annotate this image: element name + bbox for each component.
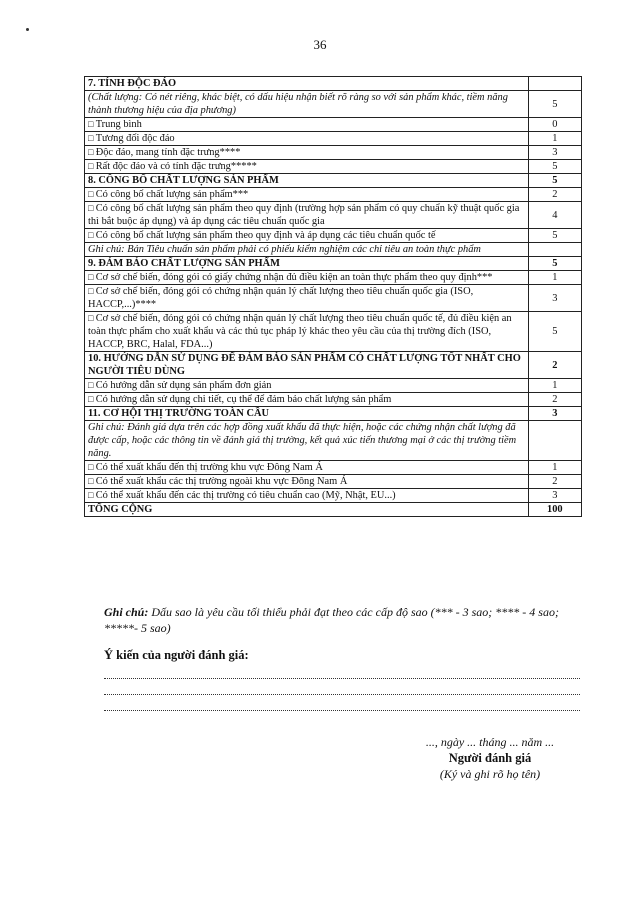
criterion-text: 10. HƯỚNG DẪN SỬ DỤNG ĐỂ ĐẢM BẢO SẢN PHẨM CÓ CHẤT LƯỢNG TỐT NHẤT CHO NGƯỜI TIÊU DÙNG — [85, 352, 529, 379]
score-cell: 2 — [528, 188, 581, 202]
section-header-row — [85, 352, 582, 379]
note-row — [85, 91, 582, 118]
criterion-text: TỔNG CỘNG — [85, 503, 529, 517]
evaluator-opinion-label: Ý kiến của người đánh giá: — [104, 648, 249, 662]
criterion-text: □ Có thể xuất khẩu các thị trường ngoài khu vực Đông Nam Á — [85, 475, 529, 489]
signature-note: (Ký và ghi rõ họ tên) — [439, 767, 541, 781]
score-cell: 1 — [528, 132, 581, 146]
opinion-line-1 — [104, 677, 580, 679]
option-row — [85, 202, 582, 229]
criterion-text: □ Rất độc đáo và có tính đặc trưng***** — [85, 160, 529, 174]
section-header-row — [85, 77, 582, 91]
note-row — [85, 243, 582, 257]
score-cell: 5 — [528, 160, 581, 174]
footnote-label: Ghi chú: — [104, 605, 149, 619]
criterion-text: □ Có thể xuất khẩu đến thị trường khu vực Đông Nam Á — [85, 461, 529, 475]
criterion-text: □ Có công bố chất lượng sản phẩm*** — [85, 188, 529, 202]
option-row — [85, 489, 582, 503]
section-header-row — [85, 257, 582, 271]
score-cell: 3 — [528, 146, 581, 160]
criterion-text: □ Có hướng dẫn sử dụng sản phẩm đơn giản — [85, 379, 529, 393]
total-row — [85, 503, 582, 517]
criterion-text: □ Trung bình — [85, 118, 529, 132]
option-row — [85, 146, 582, 160]
score-cell: 3 — [528, 407, 581, 421]
score-cell: 1 — [528, 271, 581, 285]
score-cell: 4 — [528, 202, 581, 229]
evaluation-table-body — [85, 77, 582, 517]
option-row — [85, 461, 582, 475]
criterion-text: □ Có thể xuất khẩu đến các thị trường có tiêu chuẩn cao (Mỹ, Nhật, EU...) — [85, 489, 529, 503]
score-cell — [528, 421, 581, 461]
option-row — [85, 312, 582, 352]
criterion-text: Ghi chú: Bản Tiêu chuẩn sản phẩm phải có phiếu kiểm nghiệm các chỉ tiêu an toàn thực phẩm — [85, 243, 529, 257]
footnote — [104, 604, 584, 636]
criterion-text: 9. ĐẢM BẢO CHẤT LƯỢNG SẢN PHẨM — [85, 257, 529, 271]
criterion-text: □ Cơ sở chế biến, đóng gói có giấy chứng nhận đủ điều kiện an toàn thực phẩm theo quy định*** — [85, 271, 529, 285]
page-number: 36 — [313, 37, 327, 52]
score-cell: 1 — [528, 461, 581, 475]
section-header-row — [85, 174, 582, 188]
option-row — [85, 132, 582, 146]
signature-date: ..., ngày ... tháng ... năm ... — [425, 735, 555, 749]
score-cell — [528, 77, 581, 91]
opinion-line-3 — [104, 709, 580, 711]
signature-title: Người đánh giá — [448, 751, 532, 765]
criterion-text: 11. CƠ HỘI THỊ TRƯỜNG TOÀN CẦU — [85, 407, 529, 421]
option-row — [85, 285, 582, 312]
score-cell: 2 — [528, 393, 581, 407]
option-row — [85, 475, 582, 489]
criterion-text: 8. CÔNG BỐ CHẤT LƯỢNG SẢN PHẨM — [85, 174, 529, 188]
note-row — [85, 421, 582, 461]
option-row — [85, 229, 582, 243]
criterion-text: □ Độc đáo, mang tính đặc trưng**** — [85, 146, 529, 160]
footnote-text: Dấu sao là yêu cầu tối thiểu phải đạt theo các cấp độ sao (*** - 3 sao; **** - 4 sao; *****- 5 sao) — [104, 605, 559, 636]
score-cell — [528, 243, 581, 257]
option-row — [85, 271, 582, 285]
section-header-row — [85, 407, 582, 421]
option-row — [85, 379, 582, 393]
score-cell: 5 — [528, 229, 581, 243]
opinion-line-2 — [104, 693, 580, 695]
score-cell: 1 — [528, 379, 581, 393]
score-cell: 2 — [528, 475, 581, 489]
criterion-text: □ Cơ sở chế biến, đóng gói có chứng nhận quản lý chất lượng theo tiêu chuẩn quốc gia (ISO, HACCP,...)**** — [85, 285, 529, 312]
criterion-text: 7. TÍNH ĐỘC ĐÁO — [85, 77, 529, 91]
criterion-text: □ Có công bố chất lượng sản phẩm theo quy định và áp dụng các tiêu chuẩn quốc tế — [85, 229, 529, 243]
scan-dot — [26, 28, 29, 31]
criterion-text: (Chất lượng: Có nét riêng, khác biệt, có dấu hiệu nhận biết rõ ràng so với sản phẩm khác, tiềm năng thành thương hiệu của địa phương) — [85, 91, 529, 118]
evaluation-table — [84, 76, 582, 517]
score-cell: 5 — [528, 91, 581, 118]
score-cell: 0 — [528, 118, 581, 132]
score-cell: 5 — [528, 257, 581, 271]
option-row — [85, 118, 582, 132]
option-row — [85, 393, 582, 407]
criterion-text: □ Có hướng dẫn sử dụng chi tiết, cụ thể để đảm bảo chất lượng sản phẩm — [85, 393, 529, 407]
score-cell: 100 — [528, 503, 581, 517]
criterion-text: □ Có công bố chất lượng sản phẩm theo quy định (trường hợp sản phẩm có quy chuẩn kỹ thuật quốc gia thì bắt buộc áp dụng) và áp dụng các tiêu chuẩn quốc gia — [85, 202, 529, 229]
option-row — [85, 160, 582, 174]
score-cell: 3 — [528, 489, 581, 503]
criterion-text: □ Tương đối độc đáo — [85, 132, 529, 146]
option-row — [85, 188, 582, 202]
score-cell: 5 — [528, 312, 581, 352]
criterion-text: □ Cơ sở chế biến, đóng gói có chứng nhận quản lý chất lượng theo tiêu chuẩn quốc tế, đủ điều kiện an toàn thực phẩm cho xuất khẩu và các thủ tục pháp lý khác theo yêu cầu của thị trường đích (ISO, HACCP, BRC, Halal, FDA...) — [85, 312, 529, 352]
score-cell: 2 — [528, 352, 581, 379]
criterion-text: Ghi chú: Đánh giá dựa trên các hợp đồng xuất khẩu đã thực hiện, hoặc các chứng nhận chất lượng đã được cấp, hoặc các thông tin về đánh giá thị trường, kết quả xúc tiến thương mại ở các thị trường tiềm năng. — [85, 421, 529, 461]
score-cell: 3 — [528, 285, 581, 312]
score-cell: 5 — [528, 174, 581, 188]
